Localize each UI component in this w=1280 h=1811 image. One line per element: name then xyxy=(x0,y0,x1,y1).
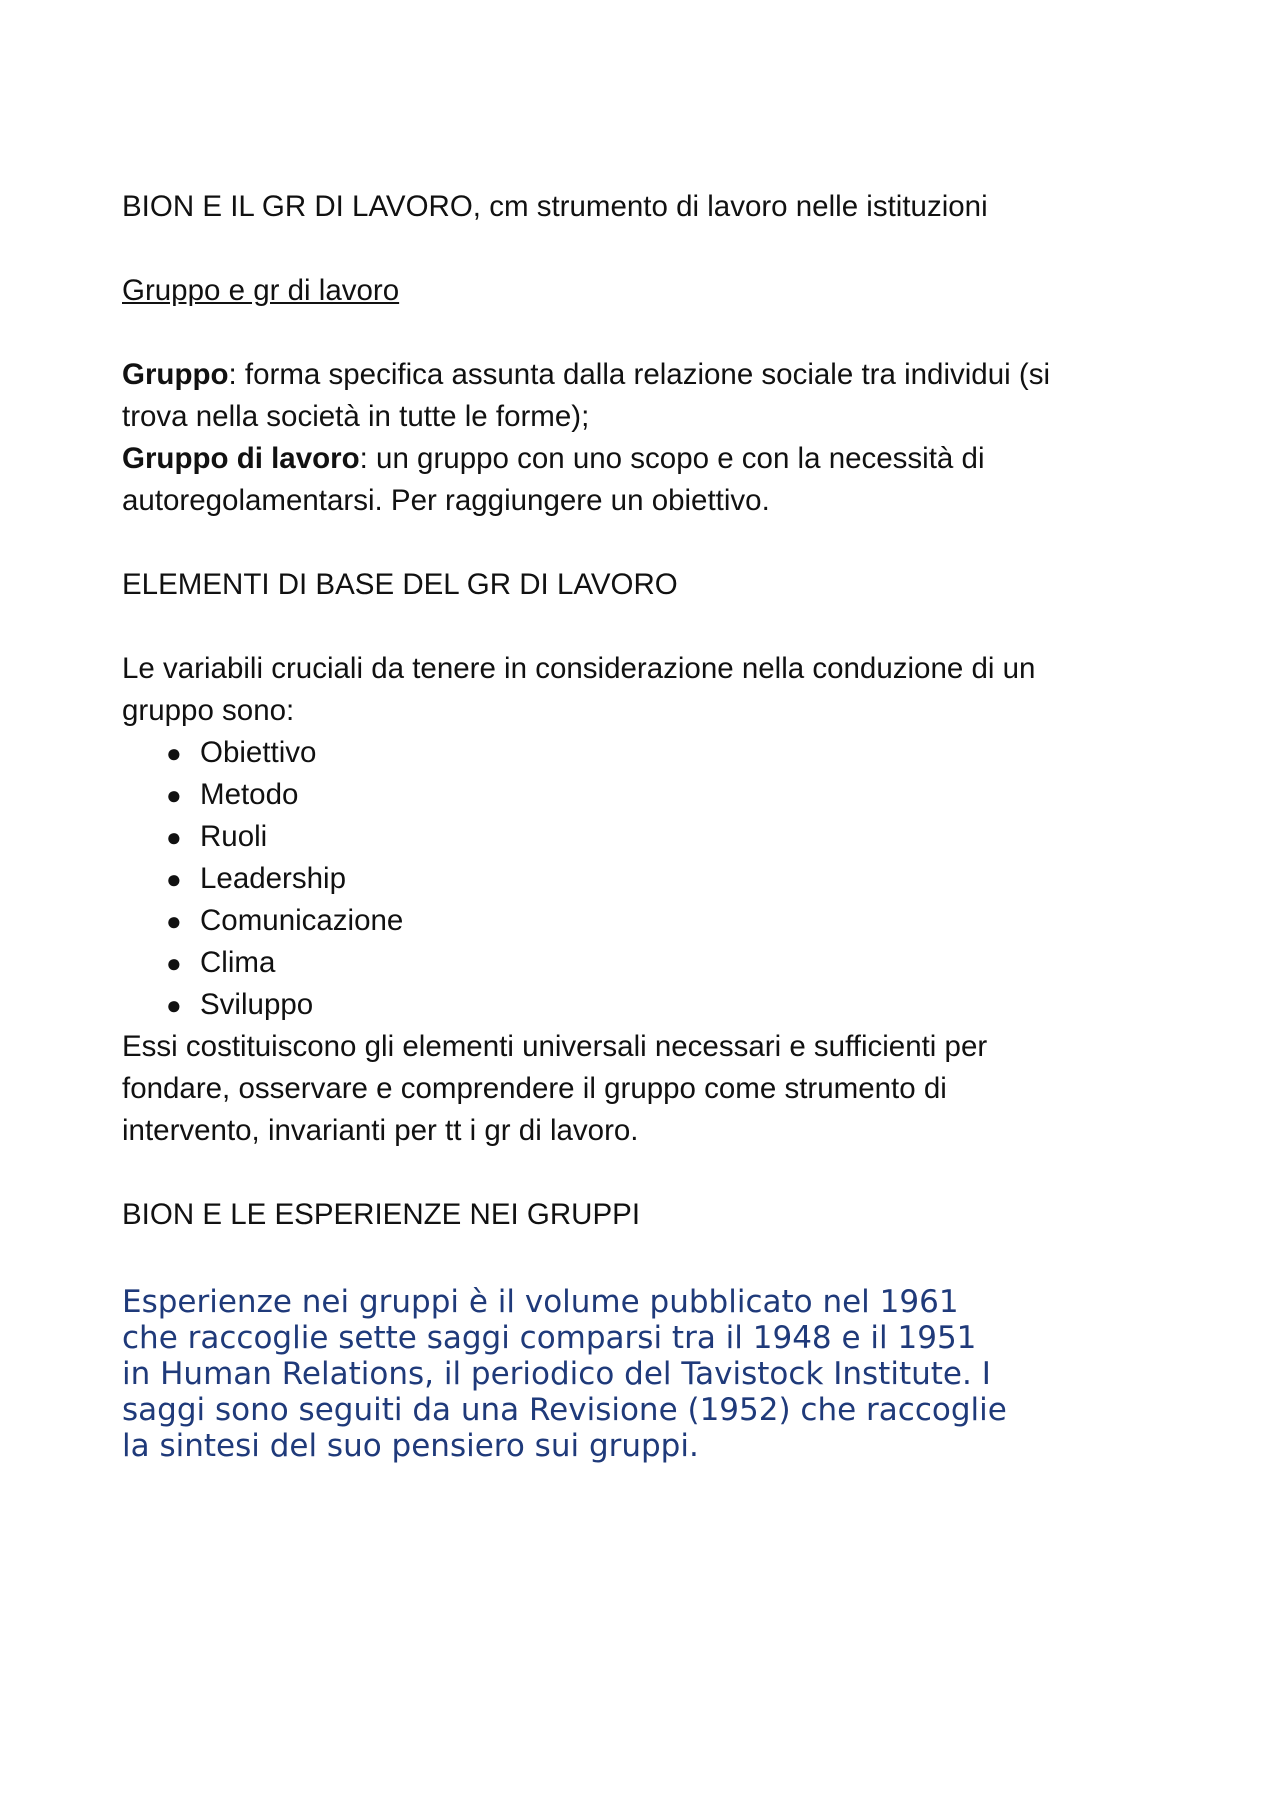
spacer xyxy=(122,228,1122,270)
variables-list xyxy=(122,732,1122,1026)
conclusion-text-continued: intervento, invarianti per tt i gr di lavoro. xyxy=(122,1114,639,1147)
spacer xyxy=(122,522,1122,564)
document-title: BION E IL GR DI LAVORO, cm strumento di lavoro nelle istituzioni xyxy=(122,190,988,223)
quote-line: Esperienze nei gruppi è il volume pubblicato nel 1961 xyxy=(122,1284,959,1320)
list-item: ● Clima xyxy=(200,942,1122,984)
section-subtitle: Gruppo e gr di lavoro xyxy=(122,274,400,307)
bullet-icon: ● xyxy=(166,822,182,852)
bullet-icon: ● xyxy=(166,906,182,936)
definition-text: : forma specifica assunta dalla relazione sociale tra individui (si xyxy=(228,358,1050,391)
intro-text: Le variabili cruciali da tenere in considerazione nella conduzione di un xyxy=(122,652,1036,685)
list-item: ● Sviluppo xyxy=(200,984,1122,1026)
definition-term: Gruppo xyxy=(122,358,229,391)
bullet-icon: ● xyxy=(166,780,182,810)
definition-gruppo-di-lavoro xyxy=(122,438,1122,522)
definition-text: : un gruppo con uno scopo e con la necessità di xyxy=(359,442,985,475)
quote-line: in Human Relations, il periodico del Tavistock Institute. I xyxy=(122,1356,991,1392)
section-heading-esperienze: BION E LE ESPERIENZE NEI GRUPPI xyxy=(122,1198,641,1231)
list-item: ● Metodo xyxy=(200,774,1122,816)
spacer xyxy=(122,606,1122,648)
quote-line: saggi sono seguiti da una Revisione (1952) che raccoglie xyxy=(122,1392,1007,1428)
bullet-icon: ● xyxy=(166,990,182,1020)
conclusion-text-continued: fondare, osservare e comprendere il gruppo come strumento di xyxy=(122,1072,947,1105)
intro-text-continued: gruppo sono: xyxy=(122,694,295,727)
document-page xyxy=(122,186,1122,1464)
list-item: ● Comunicazione xyxy=(200,900,1122,942)
quote-line: la sintesi del suo pensiero sui gruppi. xyxy=(122,1428,699,1464)
definition-gruppo xyxy=(122,354,1122,438)
list-item: ● Leadership xyxy=(200,858,1122,900)
spacer xyxy=(122,312,1122,354)
list-item: ● Ruoli xyxy=(200,816,1122,858)
definition-text-continued: autoregolamentarsi. Per raggiungere un obiettivo. xyxy=(122,484,770,517)
bullet-icon: ● xyxy=(166,948,182,978)
spacer xyxy=(122,1236,1122,1278)
list-item: ● Obiettivo xyxy=(200,732,1122,774)
definition-term: Gruppo di lavoro xyxy=(122,442,360,475)
quoted-paragraph xyxy=(122,1284,1122,1464)
conclusion-text: Essi costituiscono gli elementi universali necessari e sufficienti per xyxy=(122,1030,988,1063)
quote-line: che raccoglie sette saggi comparsi tra il 1948 e il 1951 xyxy=(122,1320,977,1356)
definition-text-continued: trova nella società in tutte le forme); xyxy=(122,400,590,433)
section-heading-elementi: ELEMENTI DI BASE DEL GR DI LAVORO xyxy=(122,568,678,601)
bullet-icon: ● xyxy=(166,738,182,768)
bullet-icon: ● xyxy=(166,864,182,894)
spacer xyxy=(122,1152,1122,1194)
